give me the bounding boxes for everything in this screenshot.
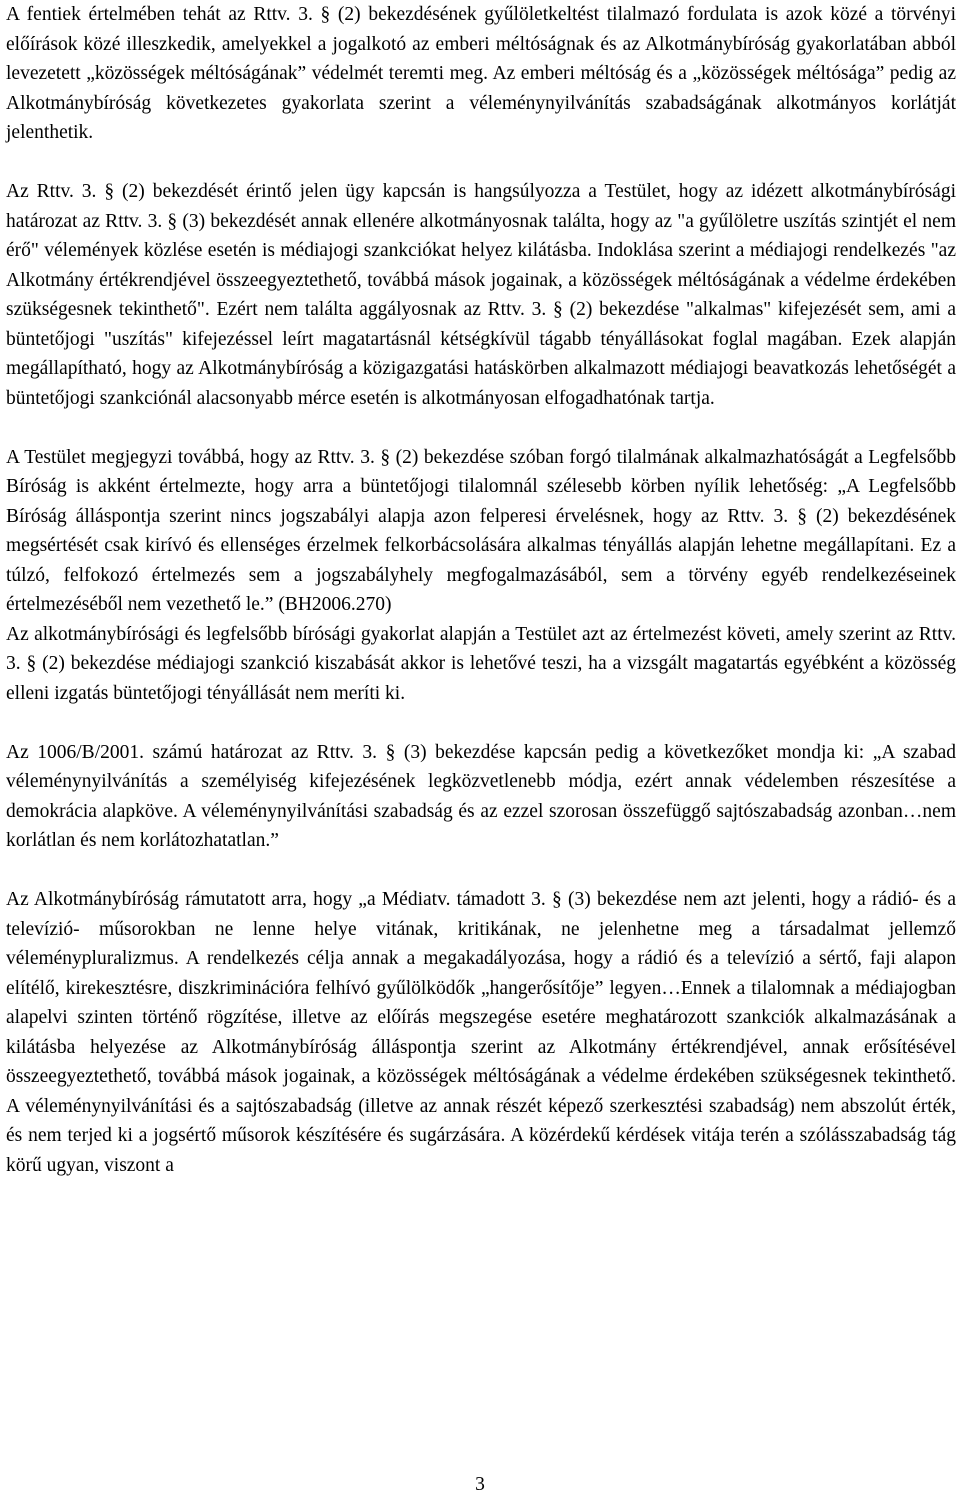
- paragraph-6: Az Alkotmánybíróság rámutatott arra, hogy „a Médiatv. támadott 3. § (3) bekezdése nem azt jelenti, hogy a rádió- és a televízió- műsorokban ne lenne helye vitának, kritikának, ne jelenhetne meg a társadalmat jellemző véleménypluralizmus. A rendelkezés célja annak a megakadályozása, hogy a rádió és a televízió a sértő, faji alapon elítélő, kirekesztésre, diszkriminációra felhívó gyűlölködők „hangerősítője” legyen…Ennek a tilalomnak a médiajogban alapelvi szinten történő rögzítése, illetve az előírás megszegése esetére meghatározott szankciók alkalmazásának a kilátásba helyezése az Alkotmánybíróság álláspontja szerint az Alkotmány értékrendjével, annak erősítésével összeegyeztethető, továbbá mások jogainak, a közösségek méltóságának a védelme érdekében szükségesnek tekinthető. A véleménynyilvánítási és a sajtószabadság (illetve az annak részét képező szerkesztési szabadság) nem abszolút érték, és nem terjed ki a jogsértő műsorok készítésére és sugárzására. A közérdekű kérdések vitája terén a szólásszabadság tág körű ugyan, viszont a: [6, 889, 956, 1176]
- document-page: [6, 0, 956, 1180]
- paragraph-1: A fentiek értelmében tehát az Rttv. 3. § (2) bekezdésének gyűlöletkeltést tilalmazó fordulata is azok közé a törvényi előírások közé illeszkedik, amelyekkel a jogalkotó az emberi méltóságnak és az Alkotmánybíróság gyakorlatában abból levezetett „közösségek méltóságának” védelmét teremti meg. Az emberi méltóság és a „közösségek méltósága” pedig az Alkotmánybíróság következetes gyakorlata szerint a véleménynyilvánítás szabadságának alkotmányos korlátját jelenthetik.: [6, 4, 956, 143]
- paragraph-4: Az alkotmánybírósági és legfelsőbb bírósági gyakorlat alapján a Testület azt az értelmezést követi, amely szerint az Rttv. 3. § (2) bekezdése médiajogi szankció kiszabását akkor is lehetővé teszi, ha a vizsgált magatartás egyébként a közösség elleni izgatás büntetőjogi tényállását nem meríti ki.: [6, 623, 956, 704]
- paragraph-3: A Testület megjegyzi továbbá, hogy az Rttv. 3. § (2) bekezdése szóban forgó tilalmának alkalmazhatóságát a Legfelsőbb Bíróság is akként értelmezte, hogy arra a büntetőjogi tilalomnál szélesebb körben nyílik lehetőség: „A Legfelsőbb Bíróság álláspontja szerint nincs jogszabályi alapja azon felperesi érvelésnek, hogy az Rttv. 3. § (2) bekezdésének megsértését csak kirívó és ellenséges érzelmek felkorbácsolására alkalmas tényállás alapján lehetne megállapítani. Ez a túlzó, felfokozó értelmezés sem a jogszabályhely megfogalmazásából, sem a törvény egyéb rendelkezéseinek értelmezéséből nem vezethető le.” (BH2006.270): [6, 446, 956, 615]
- page-number: 3: [475, 1474, 485, 1495]
- paragraph-5: Az 1006/B/2001. számú határozat az Rttv. 3. § (3) bekezdése kapcsán pedig a következőket mondja ki: „A szabad véleménynyilvánítás a személyiség kifejezésének legközvetlenebb módja, ezért annak védelemben részesítése a demokrácia alapköve. A véleménynyilvánítási szabadság és az ezzel szorosan összefüggő sajtószabadság azonban…nem korlátlan és nem korlátozhatatlan.”: [6, 741, 956, 851]
- paragraph-2: Az Rttv. 3. § (2) bekezdését érintő jelen ügy kapcsán is hangsúlyozza a Testület, hogy az idézett alkotmánybírósági határozat az Rttv. 3. § (3) bekezdését annak ellenére alkotmányosnak találta, hogy az "a gyűlöletre uszítás szintjét el nem érő" vélemények közlése esetén is médiajogi szankciókat helyez kilátásba. Indoklása szerint a médiajogi rendelkezés "az Alkotmány értékrendjével összeegyeztethető, továbbá mások jogainak, a közösségek méltóságának a védelme érdekében szükségesnek tekinthető". Ezért nem találta aggályosnak az Rttv. 3. § (2) bekezdése "alkalmas" kifejezését sem, ami a büntetőjogi "uszítás" kifejezéssel leírt magatartásnál kétségkívül tágabb tényállásokat foglal magában. Ezek alapján megállapítható, hogy az Alkotmánybíróság a közigazgatási hatáskörben alkalmazott médiajogi beavatkozás lehetőségét a büntetőjogi szankciónál alacsonyabb mérce esetén is alkotmányosan elfogadhatónak tartja.: [6, 181, 956, 409]
